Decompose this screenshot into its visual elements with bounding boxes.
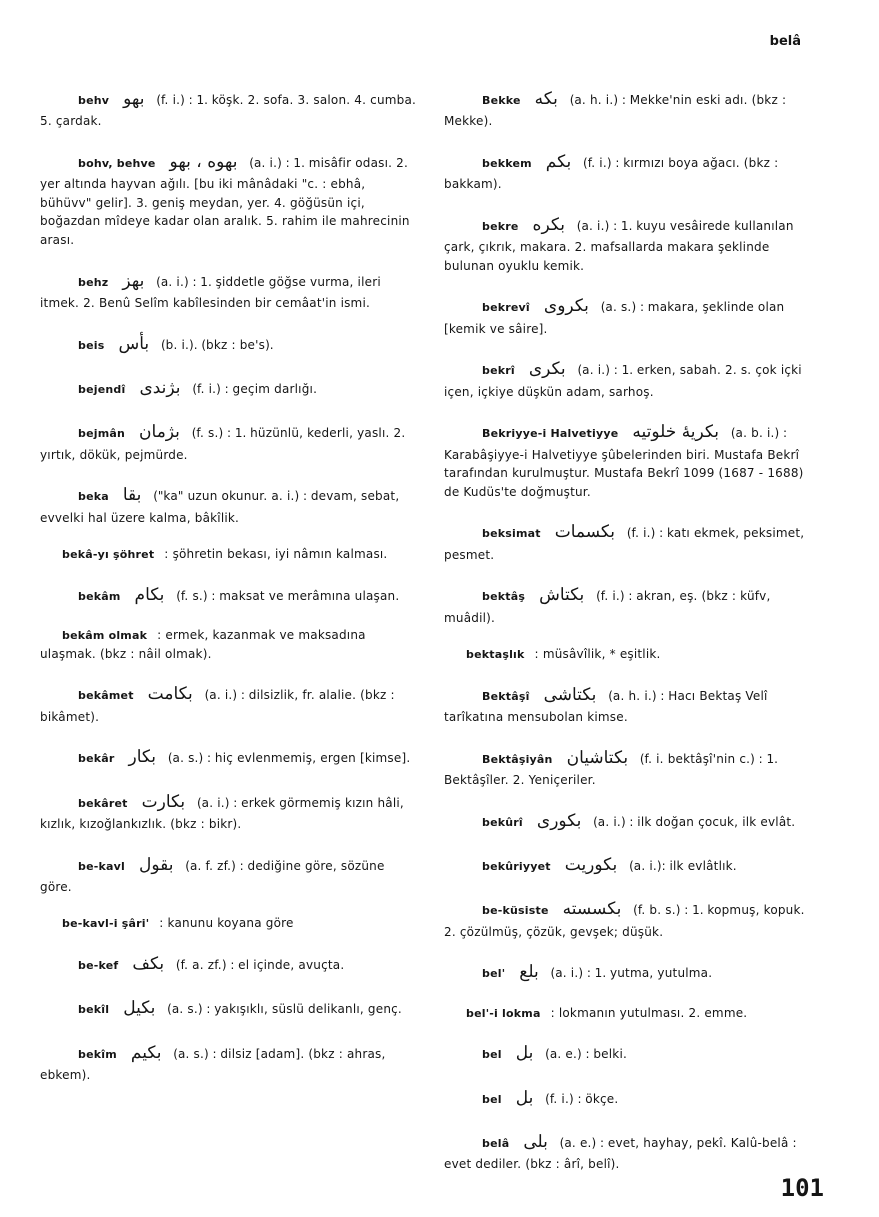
entry-definition: : kanunu koyana göre [155, 916, 294, 931]
entry-arabic-script: بکتاشیان [566, 747, 629, 768]
entry-arabic-script: بکف [132, 954, 165, 975]
entry-definition: (f. i.) : 1. köşk. 2. sofa. 3. salon. 4. cumba. 5. çardak. [40, 93, 417, 129]
entry-headword: behz [78, 275, 109, 289]
entry-arabic-script: بکام [134, 584, 165, 605]
entry-definition: : müsâvîlik, * eşitlik. [530, 647, 661, 662]
entry-arabic-script: بکری [528, 359, 566, 380]
entry-arabic-script: بکه [534, 89, 558, 109]
entry-headword: bekrî [482, 364, 515, 378]
dictionary-entry [40, 419, 418, 464]
entry-headword: Bekriyye-i Halvetiyye [482, 427, 619, 441]
entry-definition: (a. b. i.) : Karabâşiyye-i Halvetiyye şûbelerinden biri. Mustafa Bekrî tarafından kurulmuştur. Mustafa Bekrî 1099 (1687 - 1688) de Kudüs'te doğmuştur. [444, 426, 804, 499]
entry-arabic-script: بهوه ، بهو [169, 151, 238, 172]
entry-definition: (a. i.) : 1. kuyu vesâirede kullanılan çark, çıkrık, makara. 2. mafsallarda makara şeklinde bulunan oyuklu kemik. [444, 218, 794, 273]
entry-arabic-script: بلع [519, 962, 539, 983]
dictionary-entry [444, 419, 820, 501]
entry-definition: (a. e.) : evet, hayhay, pekî. Kalû-belâ : evet dediler. (bkz : ârî, belî). [444, 1136, 797, 1172]
entry-headword: bekâret [78, 796, 128, 810]
entry-arabic-script: بکار [128, 747, 157, 768]
dictionary-entry [40, 681, 418, 726]
entry-definition: (a. i.) : dilsizlik, fr. alalie. (bkz : bikâmet). [40, 688, 395, 724]
entry-headword: be-kef [78, 959, 119, 973]
entry-definition: (a. i.) : ilk doğan çocuk, ilk evlât. [589, 814, 796, 829]
entry-arabic-script: بکره [532, 214, 565, 235]
dictionary-entry [444, 293, 820, 338]
entry-definition: (a. e.) : belki. [541, 1047, 627, 1062]
dictionary-entry [444, 852, 820, 878]
entry-definition: (f. s.) : maksat ve merâmına ulaşan. [172, 588, 400, 603]
entry-headword: Bektâşî [482, 689, 530, 703]
dictionary-entry [40, 1040, 418, 1085]
dictionary-entry [444, 1085, 820, 1111]
dictionary-entry [444, 682, 820, 727]
dictionary-entry [40, 744, 418, 770]
entry-definition: (f. i.) : ökçe. [541, 1091, 619, 1106]
entry-headword: beis [78, 338, 105, 352]
entry-definition: (f. i.) : geçim darlığı. [188, 381, 318, 396]
entry-headword: bekâm [78, 589, 121, 603]
entry-headword: bel' [482, 967, 506, 981]
entry-arabic-script: بکیل [123, 998, 156, 1019]
entry-headword: Bektâşiyân [482, 752, 553, 766]
entry-arabic-script: بکامت [147, 684, 193, 705]
entry-headword: bel [482, 1048, 502, 1062]
dictionary-entry [40, 375, 418, 401]
entry-arabic-script: بکم [545, 151, 572, 172]
entry-headword: beka [78, 490, 109, 504]
entry-definition: (f. i.) : kırmızı boya ağacı. (bkz : bakkam). [444, 155, 779, 192]
dictionary-entry [40, 852, 418, 897]
entry-headword: be-kavl [78, 859, 125, 873]
entry-headword: bektâş [482, 590, 526, 604]
dictionary-entry [40, 268, 418, 313]
entry-definition: : lokmanın yutulması. 2. emme. [546, 1005, 748, 1020]
entry-arabic-script: بکوری [536, 810, 582, 831]
entry-definition: (f. s.) : 1. hüzünlü, kederli, yaslı. 2. yırtık, dökük, pejmürde. [40, 426, 406, 462]
entry-headword: bekûriyyet [482, 860, 551, 874]
entry-headword: bekâ-yı şöhret [62, 548, 155, 562]
entry-definition: ("ka" uzun okunur. a. i.) : devam, sebat, evvelki hal üzere kalma, bâkîlik. [40, 489, 400, 525]
dictionary-entry [444, 1129, 820, 1174]
entry-headword: bekûrî [482, 815, 523, 829]
entry-headword: bekâm olmak [62, 629, 148, 643]
entry-arabic-script: بل [515, 1043, 534, 1064]
dictionary-entry [40, 545, 418, 564]
entry-arabic-script: بژندی [139, 377, 181, 398]
dictionary-entry [40, 789, 418, 834]
entry-arabic-script: بکتاشی [543, 684, 597, 705]
dictionary-entry [444, 1004, 820, 1023]
dictionary-entry [444, 645, 820, 664]
dictionary-entry [40, 995, 418, 1021]
entry-arabic-script: بکسسته [562, 899, 622, 920]
entry-definition: : ermek, kazanmak ve maksadına ulaşmak. (bkz : nâil olmak). [40, 628, 366, 661]
entry-definition: (a. i.) : 1. misâfir odası. 2. yer altında hayvan ağılı. [bu iki mânâdaki "c. : ebhâ, bühüvv" gelir]. 3. geniş meydan, yer. 4. göğüsün içi, boğazdan mîdeye kadar olan aralık. 5. rahim ile mahrecinin arası. [40, 155, 410, 248]
entry-headword: bohv, behve [78, 156, 156, 170]
dictionary-entry [40, 149, 418, 250]
entry-definition: (b. i.). (bkz : be's). [157, 337, 274, 352]
dictionary-entry [444, 212, 820, 276]
entry-definition: (a. i.) : erkek görmemiş kızın hâli, kızlık, kızoğlankızlık. (bkz : bikr). [40, 795, 404, 831]
entry-definition: (a. h. i.) : Mekke'nin eski adı. (bkz : Mekke). [444, 93, 787, 129]
entry-arabic-script: بکسمات [554, 522, 616, 543]
dictionary-entry [444, 745, 820, 790]
entry-definition: (a. s.) : makara, şeklinde olan [kemik ve sâire]. [444, 300, 785, 336]
dictionary-entry [40, 331, 418, 357]
entry-headword: bel'-i lokma [466, 1006, 541, 1020]
dictionary-entry [444, 959, 820, 985]
page-number: 101 [780, 1174, 824, 1202]
dictionary-entry [40, 482, 418, 527]
entry-headword: be-kavl-i şâri' [62, 917, 150, 931]
entry-arabic-script: بلی [523, 1132, 548, 1152]
entry-definition: (f. b. s.) : 1. kopmuş, kopuk. 2. çözülmüş, çözük, gevşek; düşük. [444, 903, 805, 939]
entry-definition: (a. i.): ilk evlâtlık. [625, 859, 737, 874]
entry-headword: bel [482, 1092, 502, 1106]
entry-arabic-script: بأس [118, 333, 150, 354]
entry-definition: (a. i.) : 1. erken, sabah. 2. s. çok içki içen, içkiye düşkün adam, sarhoş. [444, 363, 802, 399]
entry-definition: (a. f. zf.) : dediğine göre, sözüne göre. [40, 858, 385, 894]
entry-arabic-script: بقا [122, 485, 142, 506]
dictionary-entry [444, 582, 820, 627]
dictionary-entry [40, 951, 418, 977]
entry-definition: (a. i.) : 1. şiddetle göğse vurma, ileri itmek. 2. Benû Selîm kabîlesinden bir cemâat'in ismi. [40, 274, 381, 310]
entry-arabic-script: بهز [122, 270, 145, 291]
entry-definition: (a. s.) : dilsiz [adam]. (bkz : ahras, ebkem). [40, 1046, 386, 1083]
entry-definition: (a. s.) : hiç evlenmemiş, ergen [kimse]. [164, 751, 411, 766]
entry-headword: bekîm [78, 1047, 117, 1061]
dictionary-entry [444, 356, 820, 401]
entry-headword: behv [78, 94, 110, 107]
dictionary-entry [444, 808, 820, 834]
entry-headword: Bekke [482, 94, 521, 107]
entry-arabic-script: بهو [123, 89, 145, 109]
entry-headword: bekâr [78, 752, 115, 766]
entry-definition: (f. a. zf.) : el içinde, avuçta. [172, 958, 345, 973]
entry-definition: (f. i. bektâşî'nin c.) : 1. Bektâşîler. 2. Yeniçeriler. [444, 751, 778, 788]
entry-arabic-script: بکریهٔ خلوتیه [632, 422, 720, 443]
entry-definition: (f. i.) : katı ekmek, peksimet, pesmet. [444, 526, 805, 562]
entry-headword: bejmân [78, 427, 126, 441]
dictionary-entry [444, 896, 820, 941]
entry-arabic-script: بکیم [130, 1042, 162, 1063]
entry-arabic-script: بژمان [139, 422, 180, 443]
dictionary-entry [40, 582, 418, 608]
entry-arabic-script: بکتاش [539, 585, 585, 606]
entry-headword: bejendî [78, 382, 126, 396]
dictionary-entry [444, 86, 820, 131]
entry-headword: bektaşlık [466, 648, 525, 662]
entry-headword: bekîl [78, 1003, 110, 1017]
entry-headword: bekre [482, 219, 519, 233]
right-column [444, 86, 820, 1192]
dictionary-entry [40, 914, 418, 933]
entry-headword: bekrevî [482, 301, 530, 315]
dictionary-entry [40, 626, 418, 663]
entry-definition: (a. h. i.) : Hacı Bektaş Velî tarîkatına mensubolan kimse. [444, 688, 768, 725]
entry-definition: (f. i.) : akran, eş. (bkz : küfv, muâdil). [444, 589, 771, 625]
entry-headword: bekâmet [78, 689, 134, 703]
entry-headword: beksimat [482, 527, 541, 541]
dictionary-entry [40, 86, 418, 131]
entry-arabic-script: بکوریت [564, 855, 618, 876]
entry-headword: belâ [482, 1137, 510, 1150]
dictionary-entry [444, 1040, 820, 1066]
entry-arabic-script: بکروی [543, 296, 589, 317]
entry-headword: be-küsiste [482, 904, 549, 918]
entry-headword: bekkem [482, 156, 532, 170]
entry-arabic-script: بل [515, 1087, 534, 1108]
running-header: belâ [769, 34, 801, 49]
dictionary-entry [444, 149, 820, 194]
entry-arabic-script: بقول [138, 854, 174, 875]
entry-arabic-script: بکارت [141, 791, 186, 812]
left-column [40, 86, 418, 1103]
entry-definition: : şöhretin bekası, iyi nâmın kalması. [160, 547, 388, 562]
entry-definition: (a. i.) : 1. yutma, yutulma. [546, 966, 713, 981]
dictionary-entry [444, 519, 820, 564]
entry-definition: (a. s.) : yakışıklı, süslü delikanlı, genç. [163, 1002, 402, 1017]
